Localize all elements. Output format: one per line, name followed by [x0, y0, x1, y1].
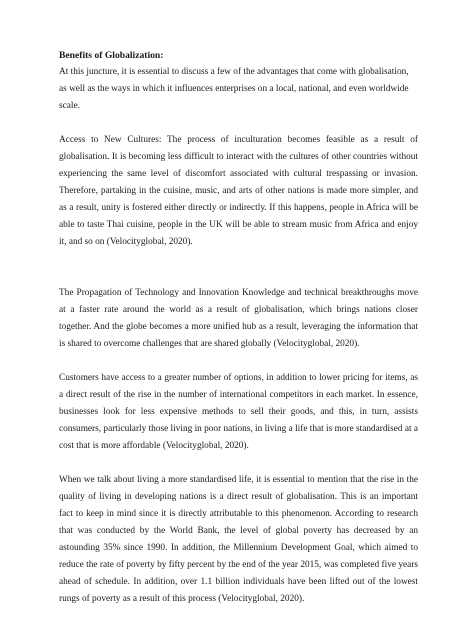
paragraph-customers: Customers have access to a greater number of options, in addition to lower pricing for items, as a direct result of the rise in the number of international competitors in each market. In essence, businesses look for less expensive methods to sell their goods, and this, in turn, assists consumers, particularly those living in poor nations, in living a life that is more standardised at a cost that is more affordable (Velocityglobal, 2020). — [59, 373, 418, 451]
paragraph-standard-of-living: When we talk about living a more standardised life, it is essential to mention that the rise in the quality of living in developing nations is a direct result of globalisation. This is an important fact to keep in mind since it is directly attributable to this phenomenon. According to research that was conducted by the World Bank, the level of global poverty has decreased by an astounding 35% since 1990. In addition, the Millennium Development Goal, which aimed to reduce the rate of poverty by fifty percent by the end of the year 2015, was completed five years ahead of schedule. In addition, over 1.1 billion individuals have been lifted out of the lowest rungs of poverty as a result of this process (Velocityglobal, 2020). — [59, 475, 418, 604]
intro-paragraph: At this juncture, it is essential to discuss a few of the advantages that come with globalisation, as well as the ways in which it influences enterprises on a local, national, and even worldwide scale. — [59, 67, 409, 111]
section-heading: Benefits of Globalization: — [59, 50, 164, 61]
paragraph-new-cultures: Access to New Cultures: The process of inculturation becomes feasible as a result of globalisation. It is becoming less difficult to interact with the cultures of other countries without experiencing the same level of discomfort associated with cultural trespassing or invasion. Therefore, partaking in the cuisine, music, and arts of other nations is made more simpler, and as a result, unity is fostered either directly or indirectly. If this happens, people in Africa will be able to taste Thai cuisine, people in the UK will be able to stream music from Africa and enjoy it, and so on (Velocityglobal, 2020). — [59, 135, 418, 247]
document-body — [59, 47, 418, 608]
paragraph-technology: The Propagation of Technology and Innovation Knowledge and technical breakthroughs move at a faster rate around the world as a result of globalisation, which brings nations closer together. And the globe becomes a more unified hub as a result, leveraging the information that is shared to overcome challenges that are shared globally (Velocityglobal, 2020). — [59, 288, 418, 349]
